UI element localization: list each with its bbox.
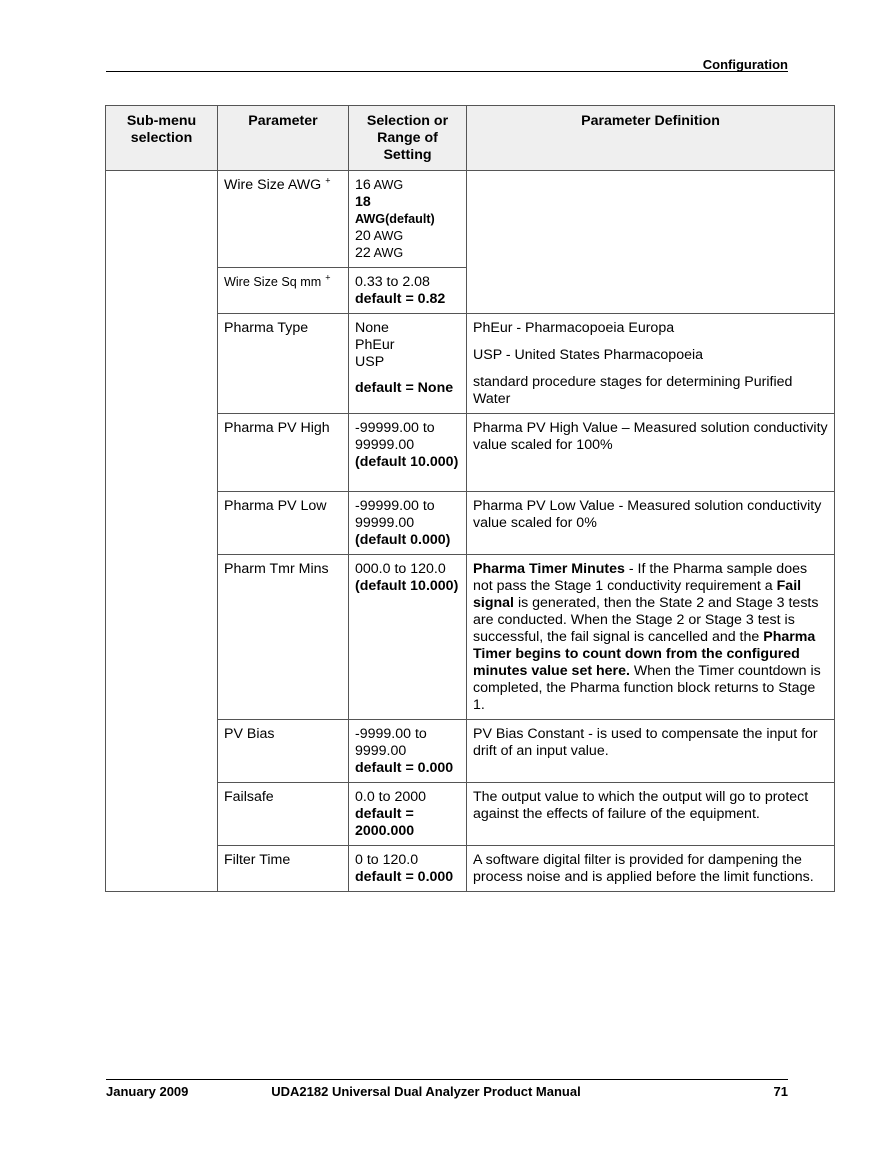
- range-text: 0.0 to 2000: [355, 789, 426, 805]
- default-text: (default 10.000): [355, 578, 459, 594]
- option-18awg-default: 18 AWG(default): [355, 194, 435, 226]
- page-number: 71: [773, 1084, 788, 1099]
- selection-cell: [349, 846, 467, 892]
- header-divider: [106, 71, 788, 72]
- definition-pheur: PhEur - Pharmacopoeia Europa: [473, 320, 675, 336]
- column-header-parameter: Parameter: [218, 106, 349, 171]
- definition-cell: [467, 314, 835, 414]
- definition-cell: The output value to which the output will go to protect against the effects of failure of the equipment.: [467, 783, 835, 846]
- definition-cell: Pharma PV Low Value - Measured solution conductivity value scaled for 0%: [467, 492, 835, 555]
- definition-cell: [467, 555, 835, 720]
- parameter-cell: Pharma PV High: [218, 414, 349, 492]
- submenu-cell: [106, 171, 218, 892]
- default-text: default = 0.82: [355, 291, 446, 307]
- parameter-table: [105, 105, 835, 892]
- definition-standard: standard procedure stages for determining Purified Water: [473, 374, 793, 407]
- footer-divider: [106, 1079, 788, 1080]
- default-text: (default 10.000): [355, 454, 459, 470]
- default-text: default = None: [355, 380, 454, 396]
- default-text: default = 0.000: [355, 760, 454, 776]
- parameter-cell: Pharm Tmr Mins: [218, 555, 349, 720]
- parameter-cell: Pharma Type: [218, 314, 349, 414]
- option-22awg: 22 AWG: [355, 245, 404, 261]
- table-row: [106, 171, 835, 268]
- definition-bold-term: Pharma Timer begins to count down from the configured minutes value set here.: [473, 629, 816, 679]
- parameter-cell: [218, 268, 349, 314]
- column-header-submenu: Sub-menu selection: [106, 106, 218, 171]
- range-text: -99999.00 to 99999.00: [355, 420, 435, 453]
- default-text: default = 2000.000: [355, 806, 415, 839]
- range-text: -99999.00 to 99999.00: [355, 498, 435, 531]
- definition-text: - If the Pharma sample does not pass the Stage 1 conductivity requirement a: [473, 561, 808, 594]
- selection-cell: [349, 492, 467, 555]
- selection-cell: [349, 314, 467, 414]
- range-text: 0 to 120.0: [355, 852, 419, 868]
- definition-cell: A software digital filter is provided for dampening the process noise and is applied before the limit functions.: [467, 846, 835, 892]
- definition-usp: USP - United States Pharmacopoeia: [473, 347, 704, 363]
- definition-bold-term: Fail signal: [473, 578, 802, 611]
- parameter-name: Wire Size Sq mm: [224, 275, 322, 289]
- footnote-marker: +: [325, 175, 331, 186]
- parameter-cell: Filter Time: [218, 846, 349, 892]
- range-text: -9999.00 to 9999.00: [355, 726, 427, 759]
- selection-cell: [349, 783, 467, 846]
- definition-cell: [467, 171, 835, 314]
- option-20awg: 20 AWG: [355, 228, 404, 244]
- selection-cell: [349, 720, 467, 783]
- selection-cell: [349, 555, 467, 720]
- footer-date: January 2009: [106, 1084, 189, 1099]
- option-usp: USP: [355, 354, 385, 370]
- column-header-selection: Selection or Range of Setting: [349, 106, 467, 171]
- selection-cell: [349, 268, 467, 314]
- default-text: (default 0.000): [355, 532, 451, 548]
- parameter-cell: Pharma PV Low: [218, 492, 349, 555]
- parameter-name: Wire Size AWG: [224, 177, 322, 193]
- range-text: 000.0 to 120.0: [355, 561, 446, 577]
- definition-cell: PV Bias Constant - is used to compensate the input for drift of an input value.: [467, 720, 835, 783]
- parameter-cell: [218, 171, 349, 268]
- footer-manual-title: UDA2182 Universal Dual Analyzer Product Manual: [271, 1084, 581, 1099]
- option-pheur: PhEur: [355, 337, 395, 353]
- definition-text: When the Timer countdown is completed, the Pharma function block returns to Stage 1.: [473, 663, 821, 713]
- definition-bold-term: Pharma Timer Minutes: [473, 561, 625, 577]
- section-title: Configuration: [702, 57, 788, 72]
- default-text: default = 0.000: [355, 869, 454, 885]
- option-16awg: 16 AWG: [355, 177, 404, 193]
- selection-cell: [349, 171, 467, 268]
- option-none: None: [355, 320, 389, 336]
- column-header-definition: Parameter Definition: [467, 106, 835, 171]
- table-header-row: [106, 106, 835, 171]
- selection-cell: [349, 414, 467, 492]
- parameter-cell: PV Bias: [218, 720, 349, 783]
- footnote-marker: +: [325, 272, 331, 283]
- definition-cell: Pharma PV High Value – Measured solution conductivity value scaled for 100%: [467, 414, 835, 492]
- parameter-cell: Failsafe: [218, 783, 349, 846]
- range-text: 0.33 to 2.08: [355, 274, 430, 290]
- definition-text: is generated, then the State 2 and Stage 3 tests are conducted. When the Stage 2 or Stage 3 test is successful, the fail signal is cancelled and the: [473, 595, 819, 645]
